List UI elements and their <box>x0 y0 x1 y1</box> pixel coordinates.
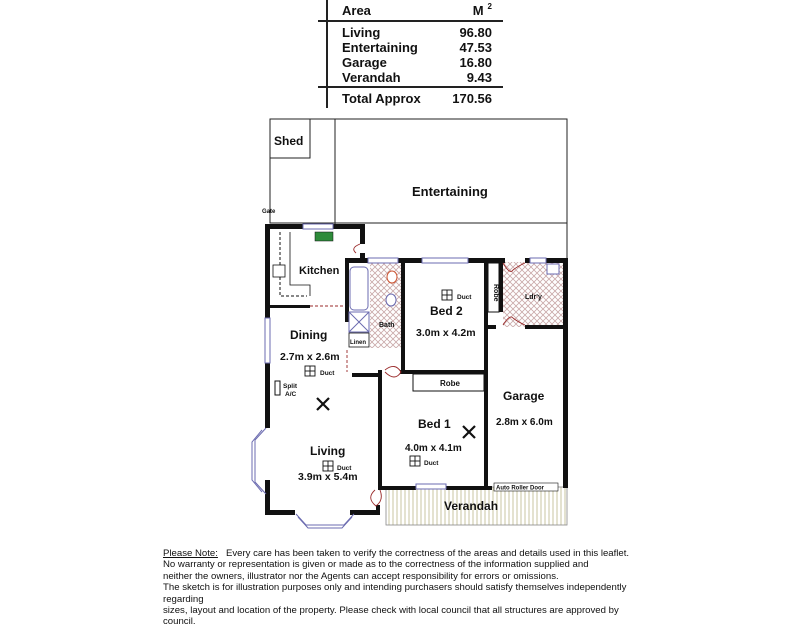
dining-duct-label: Duct <box>320 370 335 377</box>
dining-size: 2.7m x 2.6m <box>280 351 340 363</box>
split-ac-icon <box>275 381 280 395</box>
area-row-entertaining: Entertaining 47.53 <box>342 40 492 55</box>
bath-label: Bath <box>379 322 395 329</box>
basin-icon <box>386 294 396 306</box>
garage-size: 2.8m x 6.0m <box>496 417 553 428</box>
entertaining-area <box>270 119 567 223</box>
note-line-4: The sketch is for illustration purposes only and intending purchasers should satisfy themselves independently regarding <box>163 582 627 605</box>
shed-label: Shed <box>274 134 304 148</box>
area-row-living: Living 96.80 <box>342 25 492 40</box>
garage-label: Garage <box>503 389 545 403</box>
note-line-2: No warranty or representation is given or made as to the correctness of the information supplied and <box>163 559 589 571</box>
kitchen-counter <box>280 232 307 296</box>
split-ac-label-1: Split <box>283 383 298 390</box>
robe-bed1-label: Robe <box>440 379 460 388</box>
living-label: Living <box>310 444 346 458</box>
bathtub-icon <box>350 267 368 310</box>
split-ac-label-2: A/C <box>285 391 297 398</box>
area-row-verandah: Verandah 9.43 <box>342 70 492 85</box>
laundry-label: Ldr'y <box>525 294 542 301</box>
bed2-size: 3.0m x 4.2m <box>416 327 476 339</box>
kitchen-label: Kitchen <box>299 265 340 277</box>
cooktop-icon <box>273 265 285 277</box>
robe-bed2-label: Robe <box>492 284 499 302</box>
verandah-label: Verandah <box>444 499 499 513</box>
entertaining-label: Entertaining <box>412 184 488 199</box>
note-heading: Please Note: <box>163 548 218 559</box>
area-row-total: Total Approx 170.56 <box>342 91 492 106</box>
living-duct-label: Duct <box>337 465 352 472</box>
dining-label: Dining <box>290 328 328 342</box>
bed2-duct-label: Duct <box>457 294 472 301</box>
bed2-label: Bed 2 <box>430 304 463 318</box>
area-row-garage: Garage 16.80 <box>342 55 492 70</box>
sink-icon <box>315 232 333 241</box>
toilet-icon <box>387 271 397 283</box>
kitchen-bench <box>290 232 310 296</box>
laundry-tub-icon <box>547 264 559 274</box>
auto-roller-door-label: Auto Roller Door <box>496 485 544 492</box>
note-line-1: Every care has been taken to verify the correctness of the areas and details used in this leaflet. <box>225 548 630 559</box>
area-header-unit: M $^2$ <box>472 2 492 18</box>
linen-label: Linen <box>350 340 366 346</box>
bed1-duct-label: Duct <box>424 460 439 467</box>
bed1-label: Bed 1 <box>418 417 451 431</box>
disclaimer-note <box>163 548 633 628</box>
area-header-label: Area <box>342 3 371 18</box>
living-size: 3.9m x 5.4m <box>298 471 358 483</box>
bed1-size: 4.0m x 4.1m <box>405 443 462 454</box>
note-line-5: sizes, layout and location of the property. Please check with local council that all structures are approved by council. <box>163 605 619 628</box>
note-line-3: neither the owners, illustrator nor the Agents can accept responsibility for errors or omissions. <box>163 570 559 582</box>
gate-label: Gate <box>262 209 276 215</box>
ceiling-fan-icon <box>317 398 475 438</box>
